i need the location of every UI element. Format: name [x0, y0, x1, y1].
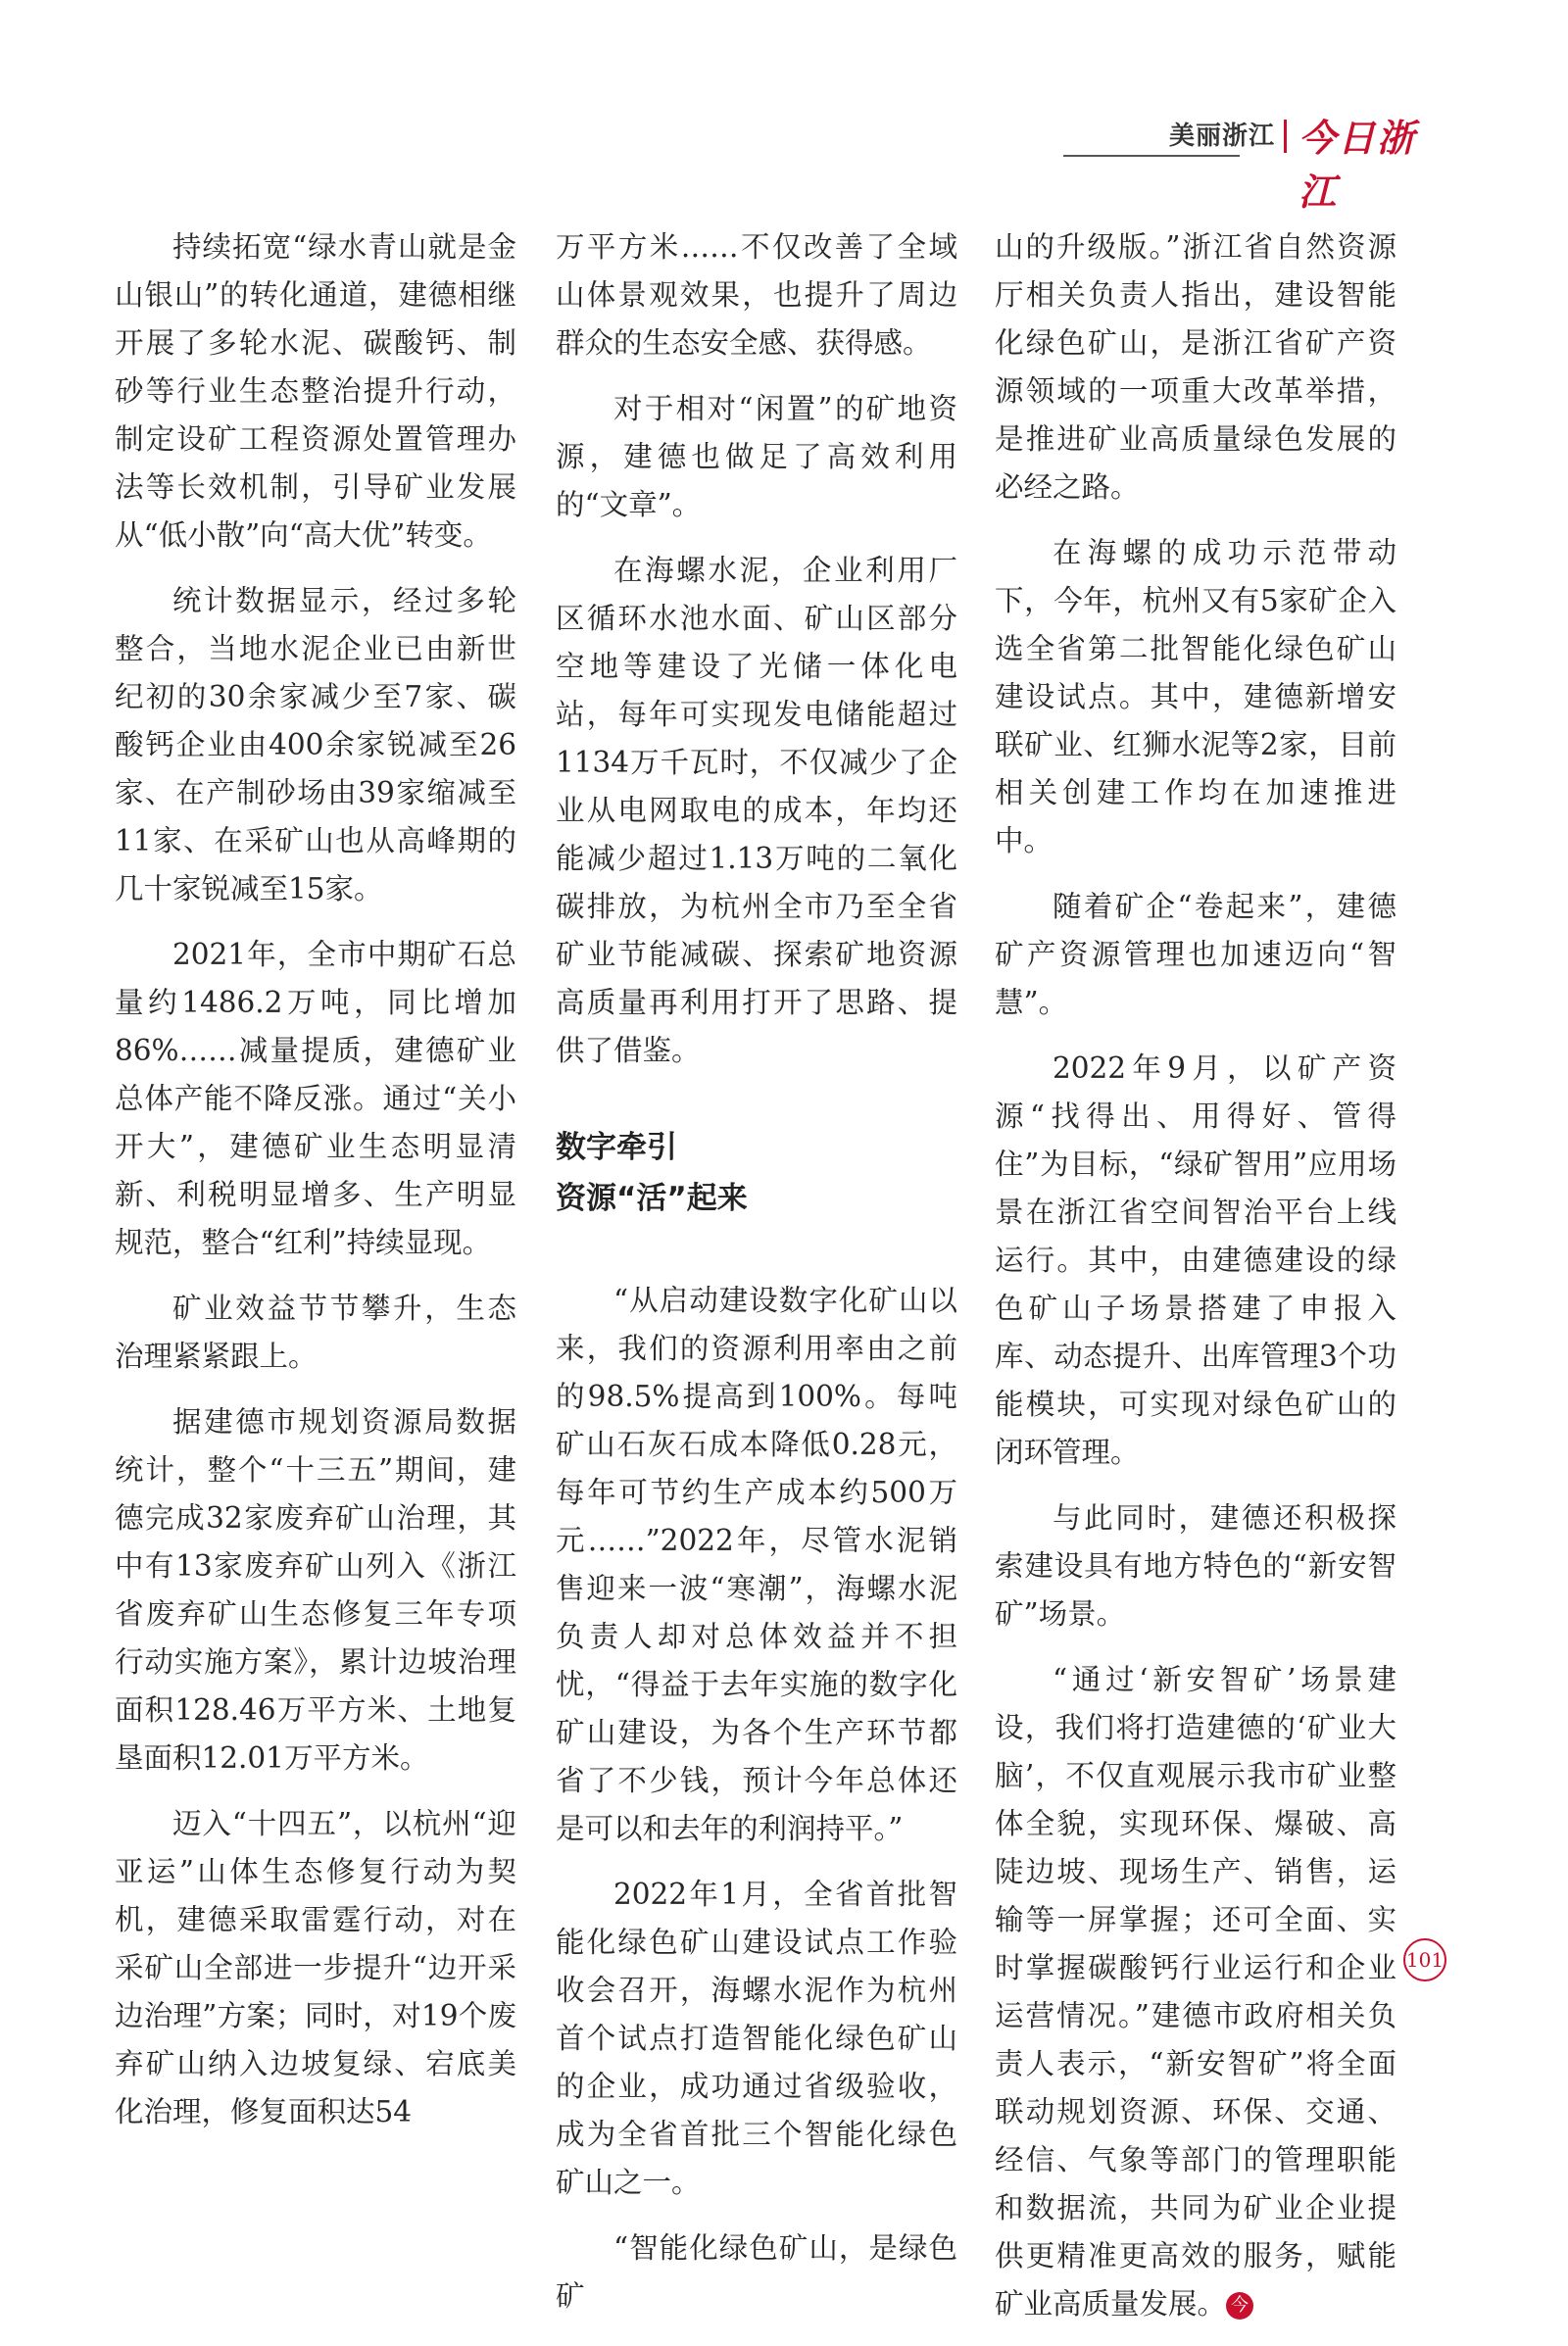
header-divider: [1284, 120, 1287, 153]
paragraph: 迈入“十四五”，以杭州“迎亚运”山体生态修复行动为契机，建德采取雷霆行动，对在采矿山全部进一步提升“边开采边治理”方案；同时，对19个废弃矿山纳入边坡复绿、宕底美化治理，修复面积达54: [115, 1807, 516, 2128]
column-2: [556, 223, 957, 2338]
section-heading: [556, 1122, 957, 1224]
paragraph-continued: 山的升级版。”浙江省自然资源厅相关负责人指出，建设智能化绿色矿山，是浙江省矿产资源领域的一项重大改革举措，是推进矿业高质量绿色发展的必经之路。: [995, 230, 1396, 504]
magazine-logo: 今日浙江: [1298, 116, 1417, 214]
heading-line-1: 数字牵引: [556, 1130, 677, 1165]
end-mark-icon: 今: [1226, 2292, 1253, 2320]
paragraph: “从启动建设数字化矿山以来，我们的资源利用率由之前的98.5%提高到100%。每吨矿山石灰石成本降低0.28元，每年可节约生产成本约500万元……”2022年，尽管水泥销售迎来一波“寒潮”，海螺水泥负责人却对总体效益并不担忧，“得益于去年实施的数字化矿山建设，为各个生产环节都省了不少钱，预计今年总体还是可以和去年的利润持平。”: [556, 1284, 957, 1845]
paragraph: 对于相对“闲置”的矿地资源，建德也做足了高效利用的“文章”。: [556, 392, 957, 521]
paragraph-final: [995, 1656, 1396, 2328]
running-header: [1063, 116, 1441, 214]
header-rule: [1063, 155, 1240, 157]
paragraph: 据建德市规划资源局数据统计，整个“十三五”期间，建德完成32家废弃矿山治理，其中有13家废弃矿山列入《浙江省废弃矿山生态修复三年专项行动实施方案》，累计边坡治理面积128.46万平方米、土地复垦面积12.01万平方米。: [115, 1405, 516, 1775]
paragraph-continued: 万平方米……不仅改善了全域山体景观效果，也提升了周边群众的生态安全感、获得感。: [556, 230, 957, 360]
paragraph: 统计数据显示，经过多轮整合，当地水泥企业已由新世纪初的30余家减少至7家、碳酸钙企业由400余家锐减至26家、在产制砂场由39家缩减至11家、在采矿山也从高峰期的几十家锐减至15家。: [115, 584, 516, 905]
paragraph: 2022年1月，全省首批智能化绿色矿山建设试点工作验收会召开，海螺水泥作为杭州首个试点打造智能化绿色矿山的企业，成功通过省级验收，成为全省首批三个智能化绿色矿山之一。: [556, 1878, 957, 2199]
paragraph: 在海螺水泥，企业利用厂区循环水池水面、矿山区部分空地等建设了光储一体化电站，每年可实现发电储能超过1134万千瓦时，不仅减少了企业从电网取电的成本，年均还能减少超过1.13万吨的二氧化碳排放，为杭州全市乃至全省矿业节能减碳、探索矿地资源高质量再利用打开了思路、提供了借鉴。: [556, 554, 957, 1067]
paragraph: 矿业效益节节攀升，生态治理紧紧跟上。: [115, 1292, 516, 1373]
column-1: [115, 223, 516, 2154]
paragraph: 2021年，全市中期矿石总量约1486.2万吨，同比增加86%……减量提质，建德矿业总体产能不降反涨。通过“关小开大”，建德矿业生态明显清新、利税明显增多、生产明显规范，整合“红利”持续显现。: [115, 938, 516, 1259]
paragraph: 与此同时，建德还积极探索建设具有地方特色的“新安智矿”场景。: [995, 1501, 1396, 1631]
paragraph: 在海螺的成功示范带动下，今年，杭州又有5家矿企入选全省第二批智能化绿色矿山建设试点。其中，建德新增安联矿业、红狮水泥等2家，目前相关创建工作均在加速推进中。: [995, 536, 1396, 857]
paragraph: 2022年9月，以矿产资源“找得出、用得好、管得住”为目标，“绿矿智用”应用场景在浙江省空间智治平台上线运行。其中，由建德建设的绿色矿山子场景搭建了申报入库、动态提升、出库管理3个功能模块，可实现对绿色矿山的闭环管理。: [995, 1051, 1396, 1469]
column-3: [995, 223, 1396, 2346]
section-name: 美丽浙江: [1169, 122, 1276, 151]
page-number: 101: [1403, 1938, 1446, 1981]
paragraph: 随着矿企“卷起来”，建德矿产资源管理也加速迈向“智慧”。: [995, 890, 1396, 1019]
paragraph: “智能化绿色矿山，是绿色矿: [556, 2231, 957, 2313]
paragraph: 持续拓宽“绿水青山就是金山银山”的转化通道，建德相继开展了多轮水泥、碳酸钙、制砂等行业生态整治提升行动，制定设矿工程资源处置管理办法等长效机制，引导矿业发展从“低小散”向“高大优”转变。: [115, 230, 516, 552]
heading-line-2: 资源“活”起来: [556, 1181, 748, 1216]
final-text: “通过‘新安智矿’场景建设，我们将打造建德的‘矿业大脑’，不仅直观展示我市矿业整体全貌，实现环保、爆破、高陡边坡、现场生产、销售，运输等一屏掌握；还可全面、实时掌握碳酸钙行业运行和企业运营情况。”建德市政府相关负责人表示，“新安智矿”将全面联动规划资源、环保、交通、经信、气象等部门的管理职能和数据流，共同为矿业企业提供更精准更高效的服务，赋能矿业高质量发展。: [995, 1663, 1396, 2321]
